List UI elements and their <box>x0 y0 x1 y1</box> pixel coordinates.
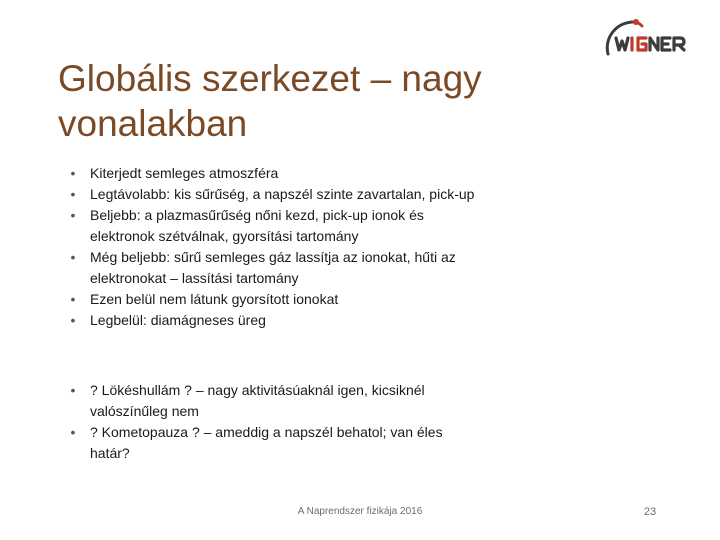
list-item: • Még beljebb: sűrű semleges gáz lassítja az ionokat, hűti az elektronokat – lassítási tartomány <box>66 247 486 289</box>
list-item: • Kiterjedt semleges atmoszféra <box>66 163 486 184</box>
bullet-dot-icon: • <box>70 312 76 328</box>
list-item: • Beljebb: a plazmasűrűség nőni kezd, pick-up ionok és elektronok szétválnak, gyorsítási tartomány <box>66 205 486 247</box>
title-line-2: vonalakban <box>58 103 248 144</box>
list-item: • ? Lökéshullám ? – nagy aktivitásúaknál igen, kicsiknél valószínűleg nem <box>66 380 486 422</box>
title-line-1: Globális szerkezet – nagy <box>58 58 482 99</box>
list-item: • Ezen belül nem látunk gyorsított ionokat <box>66 289 486 310</box>
wigner-logo <box>600 14 712 64</box>
bullet-dot-icon: • <box>70 291 76 307</box>
list-item: • Legtávolabb: kis sűrűség, a napszél szinte zavartalan, pick-up <box>66 184 486 205</box>
bullet-dot-icon: • <box>70 186 76 202</box>
bullet-list-main <box>66 163 486 331</box>
list-item: • ? Kometopauza ? – ameddig a napszél behatol; van éles határ? <box>66 422 486 464</box>
bullet-dot-icon: • <box>70 207 76 223</box>
list-item: • Legbelül: diamágneses üreg <box>66 310 486 331</box>
bullet-dot-icon: • <box>70 424 76 440</box>
slide-footer: A Naprendszer fizikája 2016 <box>297 506 423 517</box>
slide-title <box>58 56 528 146</box>
wigner-logo-graphic <box>600 14 712 64</box>
bullet-dot-icon: • <box>70 165 76 181</box>
bullet-list-questions <box>66 380 486 464</box>
page-number: 23 <box>643 506 657 518</box>
bullet-dot-icon: • <box>70 382 76 398</box>
bullet-dot-icon: • <box>70 249 76 265</box>
